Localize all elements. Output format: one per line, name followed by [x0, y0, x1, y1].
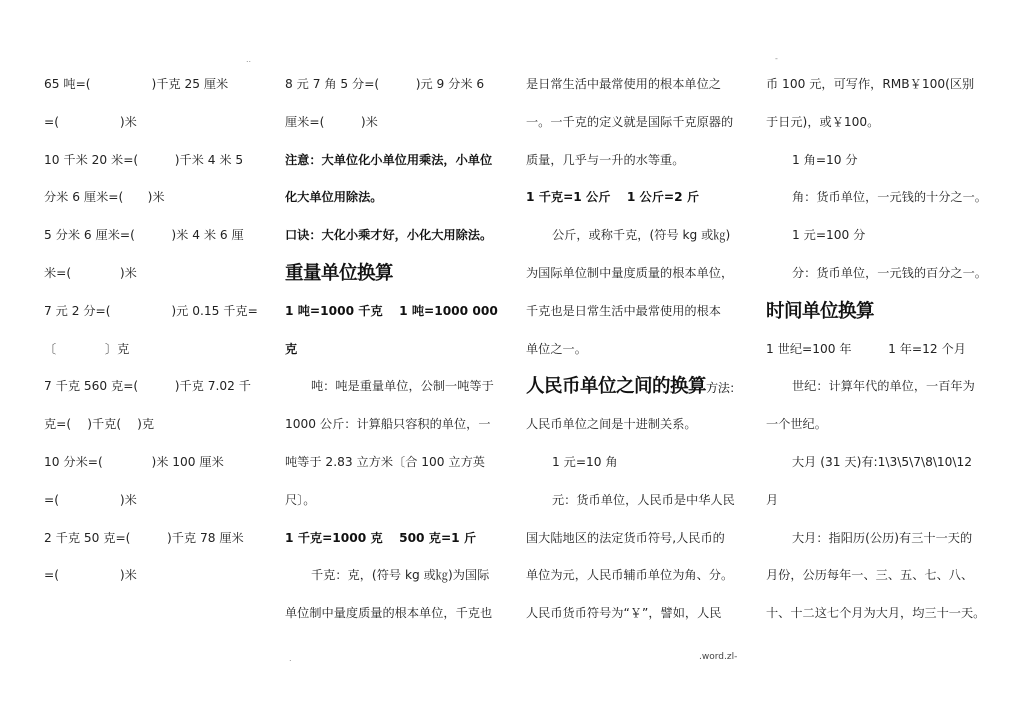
paragraph-line: 质量，几乎与一升的水等重。	[526, 152, 685, 167]
formula-line: 1 元=100 分	[792, 228, 866, 243]
paragraph-line: 月	[766, 492, 779, 507]
currency-column	[526, 66, 746, 633]
weight-column	[285, 66, 510, 633]
exercise-line: 5 分米 6 厘米=( )米 4 米 6 厘	[44, 228, 244, 243]
formula-line: 克	[285, 341, 298, 356]
paragraph-line: 币 100 元，可写作，RMB￥100(区别	[766, 77, 975, 91]
note-line: 化大单位用除法。	[285, 190, 383, 205]
paragraph-line: 月份，公历每年一、三、五、七、八、	[766, 568, 974, 583]
paragraph-line: 分：货币单位，一元钱的百分之一。	[792, 265, 987, 280]
section-heading-currency	[526, 368, 746, 406]
formula-line: 1 吨=1000 千克 1 吨=1000 000	[285, 303, 498, 318]
paragraph-line: 一个世纪。	[766, 417, 827, 432]
exercise-line: 65 吨=( )千克 25 厘米	[44, 77, 229, 91]
paragraph-line: 吨等于 2.83 立方米〔合 100 立方英	[285, 454, 485, 469]
exercise-line: =( )米	[44, 492, 137, 507]
formula-line: 1 角=10 分	[792, 152, 858, 167]
formula-line: 1 千克=1000 克 500 克=1 斤	[285, 530, 477, 545]
formula-line: 1 元=10 角	[552, 454, 618, 469]
exercise-line: =( )米	[44, 114, 137, 129]
time-column	[766, 66, 996, 633]
top-dash-mark: -	[775, 54, 778, 63]
paragraph-line: 人民币单位之间是十进制关系。	[526, 417, 697, 432]
formula-line: 1 千克=1 公斤 1 公斤=2 斤	[526, 190, 700, 205]
exercise-line: 厘米=( )米	[285, 114, 378, 129]
section-heading-time: 时间单位换算	[766, 300, 875, 322]
exercise-line: 〔 〕克	[44, 341, 130, 356]
exercise-line: 10 分米=( )米 100 厘米	[44, 454, 224, 469]
paragraph-line: 元：货币单位，人民币是中华人民	[552, 492, 735, 507]
heading-tail: 方法：	[706, 381, 742, 396]
paragraph-line: 一。一千克的定义就是国际千克原器的	[526, 114, 734, 129]
paragraph-line: 是日常生活中最常使用的根本单位之	[526, 77, 721, 91]
exercise-line: 8 元 7 角 5 分=( )元 9 分米 6	[285, 77, 485, 91]
formula-line: 1 世纪=100 年 1 年=12 个月	[766, 341, 966, 356]
paragraph-line: 国大陆地区的法定货币符号,人民币的	[526, 530, 725, 545]
exercise-line: =( )米	[44, 568, 137, 583]
paragraph-line: 单位之一。	[526, 341, 587, 356]
bottom-dot-mark: .	[289, 654, 292, 663]
exercise-line: 7 千克 560 克=( )千克 7.02 千	[44, 379, 251, 394]
section-heading-weight: 重量单位换算	[285, 262, 394, 284]
heading-text: 人民币单位之间的换算	[526, 376, 707, 398]
paragraph-line: 人民币货币符号为“￥”，譬如，人民	[526, 606, 722, 621]
paragraph-line: 公斤，或称千克，(符号 kg 或㎏)	[552, 228, 731, 243]
paragraph-line: 为国际单位制中量度质量的根本单位，	[526, 265, 734, 280]
paragraph-line: 十、十二这七个月为大月，均三十一天。	[766, 606, 986, 621]
paragraph-line: 单位为元，人民币辅币单位为角、分。	[526, 568, 734, 583]
exercise-line: 2 千克 50 克=( )千克 78 厘米	[44, 530, 244, 545]
paragraph-line: 千克也是日常生活中最常使用的根本	[526, 303, 721, 318]
paragraph-line: 尺〕。	[285, 492, 316, 507]
exercise-line: 10 千米 20 米=( )千米 4 米 5	[44, 152, 244, 167]
paragraph-line: 于日元)，或￥100。	[766, 114, 880, 129]
rhyme-line: 口诀：大化小乘才好，小化大用除法。	[285, 228, 493, 243]
exercise-line: 7 元 2 分=( )元 0.15 千克=	[44, 303, 258, 318]
paragraph-line: 吨：吨是重量单位，公制一吨等于	[311, 379, 494, 394]
top-dot-mark: ..	[246, 55, 252, 64]
exercise-line: 分米 6 厘米=( )米	[44, 190, 165, 205]
exercise-column	[44, 66, 259, 595]
paragraph-line: 大月：指阳历(公历)有三十一天的	[792, 530, 973, 545]
exercise-line: 米=( )米	[44, 265, 137, 280]
exercise-line: 克=( )千克( )克	[44, 417, 155, 432]
paragraph-line: 1000 公斤：计算船只容积的单位，一	[285, 417, 491, 432]
note-line: 注意：大单位化小单位用乘法，小单位	[285, 152, 493, 167]
paragraph-line: 大月 (31 天)有:1\3\5\7\8\10\12	[792, 454, 973, 469]
paragraph-line: 角：货币单位，一元钱的十分之一。	[792, 190, 987, 205]
paragraph-line: 千克：克，(符号 kg 或㎏)为国际	[311, 568, 490, 583]
paragraph-line: 世纪：计算年代的单位，一百年为	[792, 379, 975, 394]
footer-watermark: .word.zl-	[699, 652, 738, 662]
paragraph-line: 单位制中量度质量的根本单位，千克也	[285, 606, 493, 621]
